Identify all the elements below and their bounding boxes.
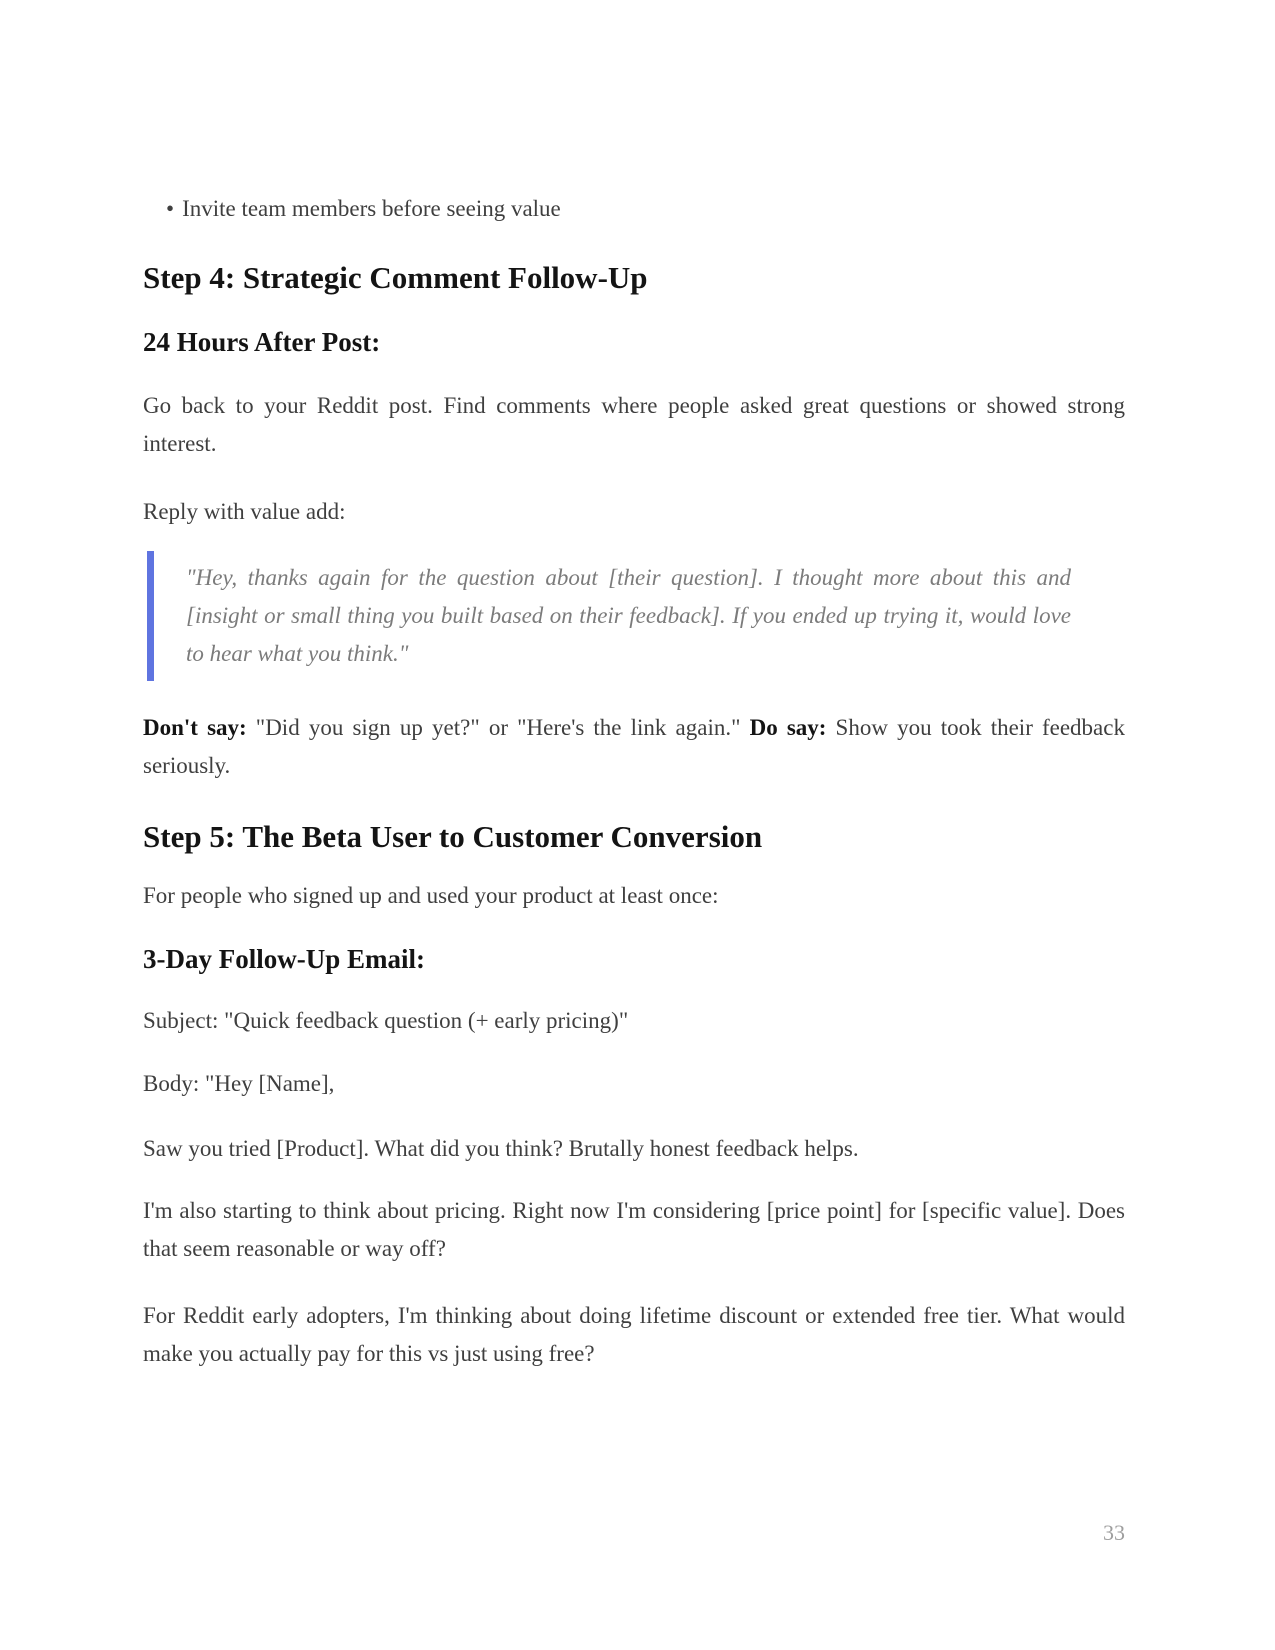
paragraph-subject-line: Subject: "Quick feedback question (+ early pricing)" bbox=[143, 1008, 629, 1033]
do-say-text: Show you took their feedback seriously. bbox=[143, 715, 1125, 778]
heading-3-day-follow-up-email: 3-Day Follow-Up Email: bbox=[143, 944, 425, 974]
dont-say-text: "Did you sign up yet?" or "Here's the link again." bbox=[246, 715, 750, 740]
paragraph-dont-say-do-say bbox=[143, 709, 1125, 785]
paragraph-pricing-question: I'm also starting to think about pricing. Right now I'm considering [price point] for [specific value]. Does that seem reasonable or way off? bbox=[143, 1198, 1125, 1261]
paragraph-go-back: Go back to your Reddit post. Find comments where people asked great questions or showed strong interest. bbox=[143, 393, 1125, 456]
document-content bbox=[143, 190, 1125, 1373]
paragraph-for-people: For people who signed up and used your product at least once: bbox=[143, 883, 719, 908]
do-say-label: Do say: bbox=[749, 715, 827, 740]
paragraph-saw-you-tried: Saw you tried [Product]. What did you think? Brutally honest feedback helps. bbox=[143, 1136, 859, 1161]
heading-step-5: Step 5: The Beta User to Customer Conversion bbox=[143, 819, 763, 854]
heading-24-hours-after-post: 24 Hours After Post: bbox=[143, 327, 381, 357]
bullet-list-item bbox=[143, 190, 1125, 228]
paragraph-reply-with-value-add: Reply with value add: bbox=[143, 499, 346, 524]
dont-say-label: Don't say: bbox=[143, 715, 247, 740]
blockquote-follow-up-template: "Hey, thanks again for the question about [their question]. I thought more about this and [insight or small thing you built based on their feedback]. If you ended up trying it, would love to hear what you think." bbox=[147, 551, 1071, 681]
paragraph-reddit-early-adopters: For Reddit early adopters, I'm thinking about doing lifetime discount or extended free tier. What would make you actually pay for this vs just using free? bbox=[143, 1303, 1125, 1366]
page-number: 33 bbox=[1103, 1520, 1125, 1545]
bullet-icon: • bbox=[166, 196, 175, 221]
bullet-item-text: Invite team members before seeing value bbox=[182, 196, 561, 221]
paragraph-email-body-start: Body: "Hey [Name], bbox=[143, 1071, 335, 1096]
heading-step-4: Step 4: Strategic Comment Follow-Up bbox=[143, 260, 648, 295]
